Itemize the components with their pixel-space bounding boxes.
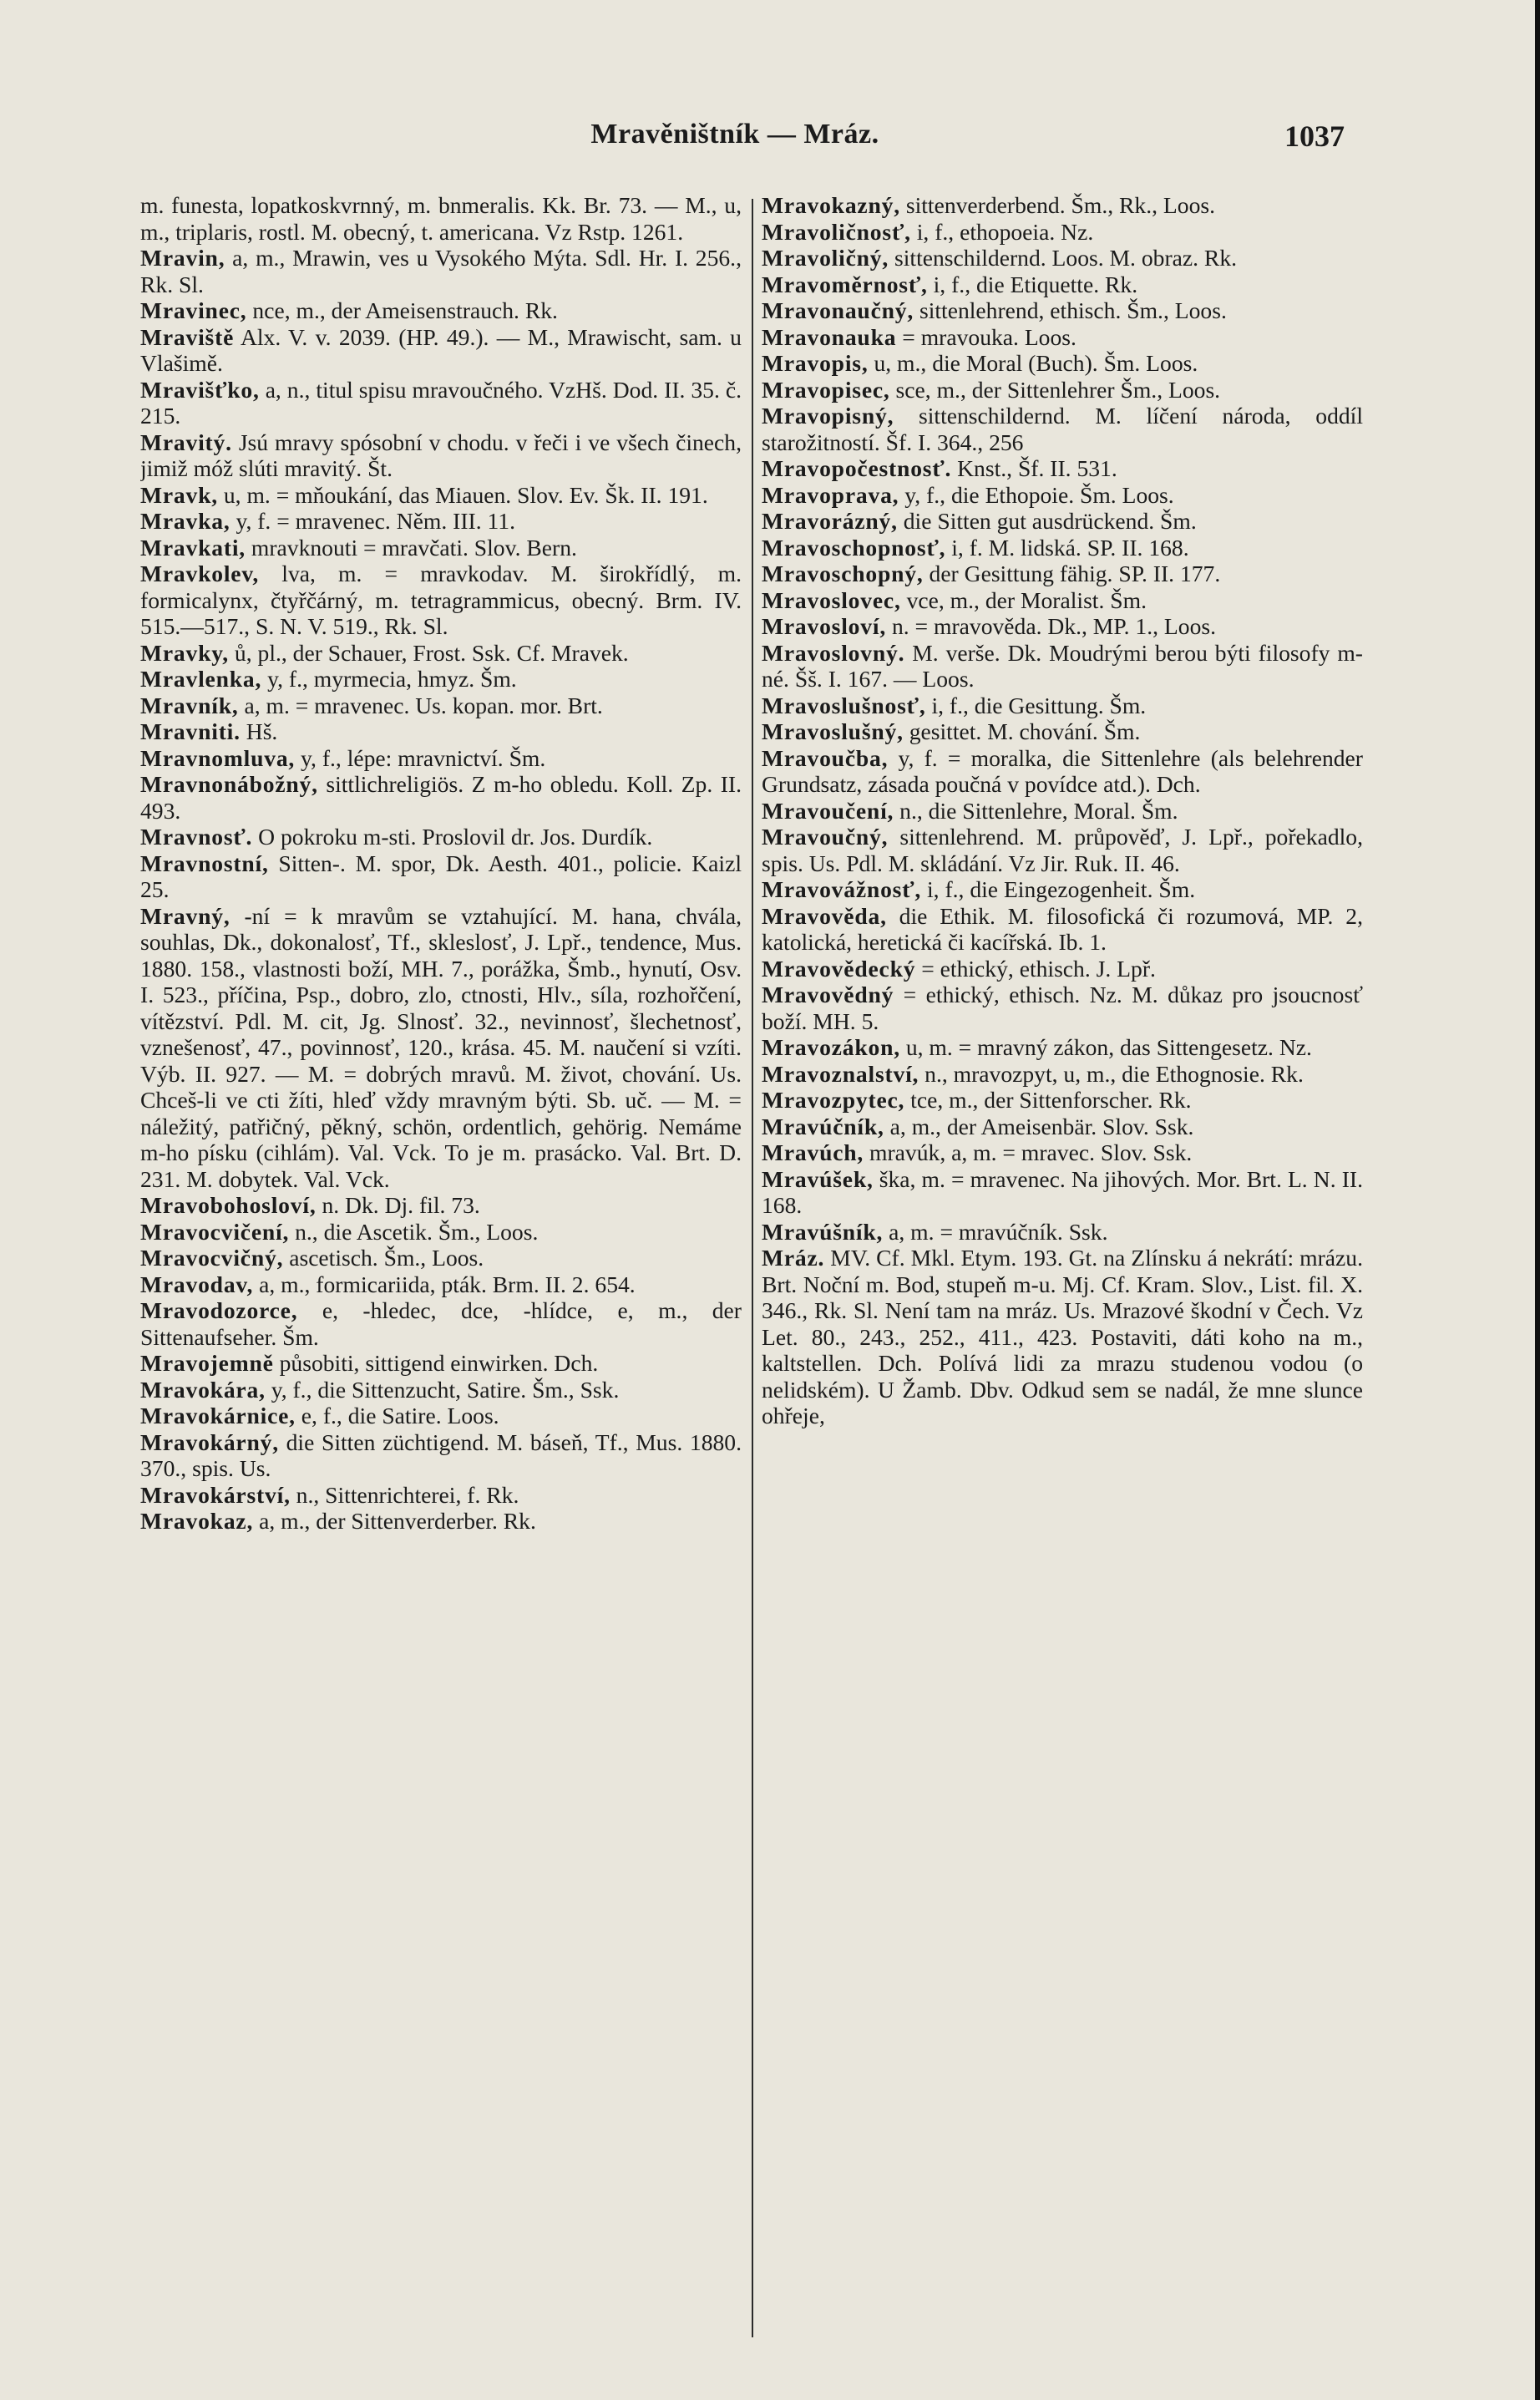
dictionary-entry [762,1139,1363,1166]
entry-text: O pokroku m-sti. Proslovil dr. Jos. Durdík. [258,824,653,850]
dictionary-entry [140,1297,742,1350]
entry-headword: Mravoučba, [762,744,889,771]
entry-text: y, f., myrmecia, hmyz. Šm. [267,666,517,692]
entry-headword: Mravocvičný, [140,1245,284,1271]
dictionary-entry [140,745,742,772]
entry-text: die Ethik. M. filosofická či rozumová, MP. 2, katolická, heretická či kacířská. Ib. 1. [762,902,1363,955]
dictionary-entry [140,1508,742,1535]
entry-headword: Mravoznalství, [762,1060,919,1087]
entry-headword: Mravobohosloví, [140,1192,317,1218]
entry-text: Knst., Šf. II. 531. [957,455,1117,481]
entry-headword: Mráz. [762,1245,825,1271]
entry-headword: Mravnosť. [140,824,253,850]
entry-text: y, f., lépe: mravnictví. Šm. [301,744,546,771]
entry-headword: Mravonaučný, [762,297,914,323]
dictionary-entry [762,245,1363,271]
entry-headword: Mravoličný, [762,245,889,271]
entry-headword: Mravopočestnosť. [762,455,952,481]
dictionary-entry [762,535,1363,561]
dictionary-entry [762,1061,1363,1088]
entry-text: n., die Ascetik. Šm., Loos. [295,1218,539,1245]
right-column [762,192,1363,2347]
entry-headword: Mravovědecký [762,955,916,982]
dictionary-entry [762,297,1363,324]
dictionary-entry [762,403,1363,455]
entry-headword: Mravník, [140,692,239,718]
dictionary-entry [762,745,1363,798]
page-number: 1037 [1284,119,1345,153]
entry-text: a, m., formicariida, pták. Brm. II. 2. 654. [259,1271,636,1297]
entry-text: = ethický, ethisch. Nz. M. důkaz pro jsoucnosť boží. MH. 5. [762,982,1363,1034]
entry-text: M. verše. Dk. Moudrými berou býti filosofy m-né. Šš. I. 167. — Loos. [762,639,1363,692]
entry-text: y, f. = moralka, die Sittenlehre (als belehrender Grundsatz, zásada poučná v povídce atd.). Dch. [762,744,1363,797]
entry-text: vce, m., der Moralist. Šm. [906,586,1147,613]
dictionary-entry [762,640,1363,693]
dictionary-entry [140,297,742,324]
dictionary-entry [762,1245,1363,1429]
entry-text: m. funesta, lopatkoskvrnný, m. bnmeralis. Kk. Br. 73. — M., u, m., triplaris, rostl. M. obecný, t. americana. Vz Rstp. 1261. [140,192,742,245]
entry-text: ška, m. = mravenec. Na jihových. Mor. Brt. L. N. II. 168. [762,1165,1363,1218]
entry-headword: Mravozpytec, [762,1087,905,1113]
entry-headword: Mravúčník, [762,1113,884,1139]
entry-headword: Mravinec, [140,297,247,323]
column-divider [752,199,753,2337]
entry-text: sittenschildernd. Loos. M. obraz. Rk. [894,245,1238,271]
entry-text: u, m. = mňoukání, das Miauen. Slov. Ev. Šk. II. 191. [223,481,708,508]
entry-headword: Mravoměrnosť, [762,271,928,297]
entry-text: Jsú mravy spósobní v chodu. v řeči i ve všech činech, jimiž móž slúti mravitý. Št. [140,429,742,481]
entry-text: ů, pl., der Schauer, Frost. Ssk. Cf. Mravek. [234,639,629,666]
dictionary-entry [140,482,742,509]
dictionary-entry [140,1271,742,1298]
entry-headword: Mravokárnice, [140,1403,296,1428]
entry-headword: Mravnomluva, [140,744,296,771]
entry-text: Hš. [246,718,278,744]
dictionary-columns [140,192,1361,2347]
dictionary-entry [762,824,1363,876]
entry-headword: Mravoslovec, [762,586,901,613]
entry-text: -ní = k mravům se vztahující. M. hana, chvála, souhlas, Dk., dokonalosť, Tf., skleslosť, J. Lpř., tendence, Mus. 1880. 158., vlastnosti boží, MH. 7., porážka, Šmb., hynutí, Osv. I. 523., příčina, Psp., dobro, zlo, ctnosti, Hlv., síla, rozhořčení, vítězství. Pdl. M. cit, Jg. Slnosť. 32., nevinnosť, šlechetnosť, vznešenosť, 47., povinnosť, 120., krása. 45. M. naučení si vzíti. Výb. II. 927. — M. = dobrých mravů. M. život, chování. Us. Chceš-li ve cti žíti, hleď vždy mravným býti. Sb. uč. — M. = náležitý, patřičný, pěkný, schön, ordentlich, gehörig. Nemáme m-ho písku (cihlám). Val. Vck. To je m. prasácko. Val. Brt. D. 231. M. dobytek. Val. Vck. [140,902,742,1192]
entry-headword: Mravovážnosť, [762,876,922,902]
entry-text: e, f., die Satire. Loos. [301,1403,499,1428]
entry-text: i, f., die Gesittung. Šm. [931,692,1147,718]
entry-headword: Mravišťko, [140,376,260,403]
dictionary-entry [140,1219,742,1246]
dictionary-entry [762,982,1363,1034]
entry-text: u, m., die Moral (Buch). Šm. Loos. [874,350,1198,376]
dictionary-entry [140,1403,742,1429]
dictionary-entry [140,1350,742,1377]
dictionary-entry [762,271,1363,298]
entry-headword: Mravokaz, [140,1508,254,1534]
dictionary-entry [140,429,742,482]
entry-text: u, m. = mravný zákon, das Sittengesetz. Nz. [905,1034,1312,1060]
dictionary-entry [140,324,742,377]
entry-headword: Mravlenka, [140,666,262,692]
entry-headword: Mravojemně [140,1350,274,1376]
entry-text: nce, m., der Ameisenstrauch. Rk. [252,297,558,323]
dictionary-entry [140,693,742,719]
dictionary-entry [140,192,742,245]
entry-headword: Mravodozorce, [140,1297,298,1323]
dictionary-entry [762,1166,1363,1219]
dictionary-entry [762,508,1363,535]
entry-text: i, f., ethopoeia. Nz. [916,218,1094,245]
entry-text: i, f., die Eingezogenheit. Šm. [927,876,1196,902]
entry-text: y, f., die Ethopoie. Šm. Loos. [904,481,1174,508]
dictionary-entry [762,693,1363,719]
entry-text: i, f., die Etiquette. Rk. [933,271,1138,297]
dictionary-entry [762,587,1363,614]
entry-headword: Mravky, [140,639,230,666]
entry-headword: Mravopisec, [762,376,890,403]
entry-headword: Mravnonábožný, [140,771,318,797]
dictionary-entry [762,613,1363,640]
entry-text: a, n., titul spisu mravoučného. VzHš. Dod. II. 35. č. 215. [140,376,742,429]
entry-text: y, f., die Sittenzucht, Satire. Šm., Ssk. [271,1376,620,1403]
dictionary-entry [140,535,742,561]
entry-text: n., Sittenrichterei, f. Rk. [296,1481,519,1508]
entry-text: n., die Sittenlehre, Moral. Šm. [899,797,1178,824]
entry-headword: Mravka, [140,508,230,534]
dictionary-entry [762,956,1363,982]
entry-headword: Mravkati, [140,534,246,561]
entry-text: gesittet. M. chování. Šm. [909,718,1141,744]
entry-text: mravúk, a, m. = mravec. Slov. Ssk. [869,1139,1193,1165]
entry-text: n. = mravověda. Dk., MP. 1., Loos. [891,613,1217,639]
entry-text: die Sitten züchtigend. M. báseň, Tf., Mus. 1880. 370., spis. Us. [140,1428,742,1481]
dictionary-entry [762,718,1363,745]
dictionary-entry [762,455,1363,482]
dictionary-entry [140,666,742,693]
entry-text: y, f. = mravenec. Něm. III. 11. [236,508,515,534]
entry-text: n., mravozpyt, u, m., die Ethognosie. Rk. [925,1060,1304,1087]
entry-text: = mravouka. Loos. [902,323,1076,350]
dictionary-entry [762,192,1363,219]
dictionary-entry [140,508,742,535]
entry-text: Sitten-. M. spor, Dk. Aesth. 401., policie. Kaizl 25. [140,850,742,902]
dictionary-entry [140,1245,742,1271]
entry-headword: Mravúch, [762,1139,864,1165]
entry-text: sittenlehrend. M. průpověď, J. Lpř., pořekadlo, spis. Us. Pdl. M. skládání. Vz Jir. Ruk. II. 46. [762,824,1363,876]
dictionary-entry [762,903,1363,956]
entry-text: die Sitten gut ausdrückend. Šm. [903,508,1197,534]
entry-headword: Mravokazný, [762,192,900,218]
entry-headword: Mravkolev, [140,561,260,586]
entry-text: mravknouti = mravčati. Slov. Bern. [251,534,577,561]
entry-text: a, m., der Sittenverderber. Rk. [259,1508,536,1534]
entry-headword: Mravný, [140,902,230,929]
dictionary-entry [762,482,1363,509]
entry-text: Alx. V. v. 2039. (HP. 49.). — M., Mrawischt, sam. u Vlašimě. [140,323,742,376]
dictionary-entry [762,798,1363,825]
entry-headword: Mravoučný, [762,824,889,850]
entry-headword: Mravozákon, [762,1034,900,1060]
entry-text: lva, m. = mravkodav. M. širokřídlý, m. formicalynx, čtyřčárný, m. tetragrammicus, obecný. Brm. IV. 515.—517., S. N. V. 519., Rk. Sl. [140,561,742,639]
dictionary-entry [140,824,742,850]
entry-text: sittlichreligiös. Z m-ho obledu. Koll. Zp. II. 493. [140,771,742,824]
dictionary-entry [762,350,1363,377]
dictionary-entry [140,903,742,1193]
entry-headword: Mravosloví, [762,613,887,639]
entry-text: a, m., Mrawin, ves u Vysokého Mýta. Sdl. Hr. I. 256., Rk. Sl. [140,245,742,297]
entry-headword: Mravnostní, [140,850,269,876]
dictionary-entry [140,718,742,745]
dictionary-entry [140,850,742,903]
entry-headword: Mravoschopnosť, [762,534,946,561]
entry-text: MV. Cf. Mkl. Etym. 193. Gt. na Zlínsku á nekrátí: mrázu. Brt. Noční m. Bod, stupeň m-u. Mj. Cf. Kram. Slov., List. fil. X. 346., Rk. Sl. Není tam na mráz. Us. Mrazové škodní v Čech. Vz Let. 80., 243., 252., 411., 423. Postaviti, dáti koho na m., kaltstellen. Dch. Polívá lidi za mrazu studenou vodou (o nelidském). U Žamb. Dbv. Odkud sem se nadál, že mne slunce ohřeje, [762,1245,1363,1428]
entry-text: sittenschildernd. M. líčení národa, oddíl starožitností. Šf. I. 364., 256 [762,403,1363,455]
entry-text: a, m. = mravúčník. Ssk. [889,1218,1108,1245]
dictionary-entry [762,1087,1363,1114]
dictionary-entry [140,771,742,824]
entry-text: tce, m., der Sittenforscher. Rk. [910,1087,1192,1113]
left-column [140,192,742,2347]
entry-headword: Mravniti. [140,718,241,744]
entry-headword: Mravoprava, [762,481,899,508]
entry-text: = ethický, ethisch. J. Lpř. [921,955,1156,982]
running-head: Mravěništník — Mráz. [590,119,879,150]
entry-headword: Mravověda, [762,902,887,929]
dictionary-entry [140,1482,742,1509]
entry-headword: Mravorázný, [762,508,898,534]
entry-text: i, f. M. lidská. SP. II. 168. [951,534,1189,561]
entry-text: sittenverderbend. Šm., Rk., Loos. [905,192,1215,218]
entry-headword: Mravoučení, [762,797,894,824]
entry-headword: Mravk, [140,481,218,508]
page-edge [1535,0,1540,2400]
dictionary-entry [762,324,1363,351]
dictionary-entry [140,640,742,667]
dictionary-entry [762,1219,1363,1246]
entry-text: e, -hledec, dce, -hlídce, e, m., der Sittenaufseher. Šm. [140,1297,742,1350]
entry-headword: Mravovědný [762,982,894,1007]
entry-headword: Mravoslušný, [762,718,904,744]
entry-text: a, m. = mravenec. Us. kopan. mor. Brt. [244,692,603,718]
entry-headword: Mravonauka [762,323,897,350]
dictionary-entry [762,876,1363,903]
dictionary-entry [762,561,1363,587]
entry-text: působiti, sittigend einwirken. Dch. [279,1350,599,1376]
entry-headword: Mravodav, [140,1271,254,1297]
entry-text: a, m., der Ameisenbär. Slov. Ssk. [889,1113,1194,1139]
dictionary-entry [140,377,742,429]
dictionary-entry [140,561,742,640]
dictionary-entry [762,1034,1363,1061]
dictionary-entry [762,219,1363,246]
entry-headword: Mravúšek, [762,1165,874,1192]
entry-headword: Mravokárný, [140,1428,279,1455]
entry-headword: Mravokára, [140,1376,266,1403]
entry-headword: Mravoličnosť, [762,218,911,245]
entry-headword: Mravopis, [762,350,869,376]
page-header [125,119,1345,160]
entry-headword: Mravokárství, [140,1481,291,1508]
entry-headword: Mravitý. [140,429,232,455]
dictionary-entry [140,245,742,297]
entry-text: sittenlehrend, ethisch. Šm., Loos. [919,297,1227,323]
entry-headword: Mravopisný, [762,403,894,429]
entry-headword: Mravúšník, [762,1218,884,1245]
entry-text: der Gesittung fähig. SP. II. 177. [929,561,1221,586]
dictionary-entry [762,1114,1363,1140]
dictionary-entry [762,377,1363,403]
dictionary-entry [140,1192,742,1219]
entry-headword: Mravoschopný, [762,561,924,586]
dictionary-entry [140,1377,742,1403]
entry-headword: Mravoslušnosť, [762,692,926,718]
entry-text: sce, m., der Sittenlehrer Šm., Loos. [895,376,1221,403]
entry-headword: Mravin, [140,245,225,271]
entry-headword: Mravoslovný. [762,639,905,666]
dictionary-entry [140,1429,742,1482]
entry-headword: Mraviště [140,323,235,350]
entry-text: n. Dk. Dj. fil. 73. [322,1192,480,1218]
entry-text: ascetisch. Šm., Loos. [289,1245,484,1271]
entry-headword: Mravocvičení, [140,1218,290,1245]
